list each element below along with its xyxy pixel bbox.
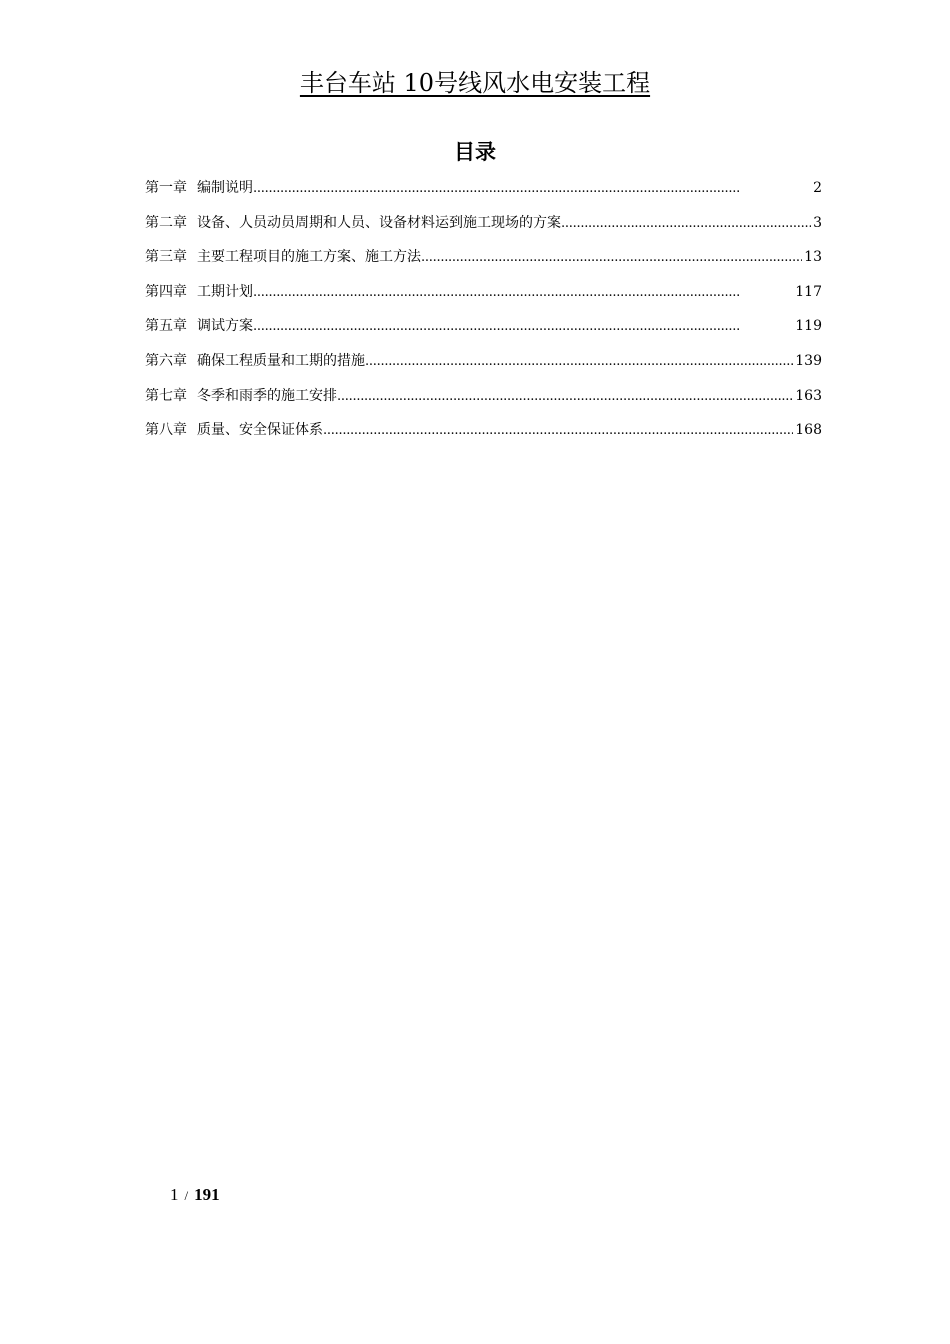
page-separator: / — [184, 1188, 189, 1203]
toc-entry-1[interactable] — [145, 176, 822, 211]
toc-dot-leader — [253, 176, 811, 201]
toc-chapter-number: 第八章 — [145, 422, 187, 439]
toc-chapter-number: 第四章 — [145, 283, 187, 300]
toc-page-number: 119 — [795, 318, 822, 335]
toc-chapter-title: 设备、人员动员周期和人员、设备材料运到施工现场的方案 — [197, 214, 561, 231]
toc-chapter-number: 第二章 — [145, 214, 187, 231]
toc-dot-leader — [253, 280, 793, 305]
toc-chapter-title: 质量、安全保证体系 — [197, 422, 323, 439]
toc-dot-leader — [365, 349, 793, 374]
toc-dot-leader — [421, 245, 802, 270]
toc-chapter-title: 工期计划 — [197, 283, 253, 300]
toc-page-number: 117 — [795, 283, 822, 300]
toc-entry-3[interactable] — [145, 245, 822, 280]
toc-entry-4[interactable] — [145, 280, 822, 315]
toc-chapter-number: 第七章 — [145, 387, 187, 404]
table-of-contents — [145, 176, 822, 453]
toc-page-number: 163 — [795, 387, 822, 404]
toc-page-number: 139 — [795, 352, 822, 369]
toc-entry-5[interactable] — [145, 314, 822, 349]
toc-entry-6[interactable] — [145, 349, 822, 384]
toc-entry-2[interactable] — [145, 211, 822, 246]
toc-chapter-number: 第一章 — [145, 180, 187, 196]
toc-chapter-number: 第六章 — [145, 352, 187, 369]
page-counter — [170, 1183, 220, 1208]
toc-chapter-title: 主要工程项目的施工方案、施工方法 — [197, 249, 421, 266]
total-page-count: 191 — [194, 1185, 220, 1204]
document-title — [0, 66, 950, 100]
toc-chapter-title: 调试方案 — [197, 318, 253, 335]
toc-chapter-number: 第五章 — [145, 318, 187, 335]
toc-page-number: 13 — [804, 249, 822, 266]
toc-page-number: 3 — [813, 214, 822, 231]
toc-dot-leader — [561, 211, 811, 236]
toc-heading: 目录 — [454, 140, 496, 164]
toc-dot-leader — [337, 384, 793, 409]
toc-page-number: 168 — [795, 422, 822, 439]
toc-chapter-title: 确保工程质量和工期的措施 — [197, 352, 365, 369]
toc-entry-7[interactable] — [145, 384, 822, 419]
document-title-text: 丰台车站 10号线风水电安装工程 — [299, 69, 651, 97]
toc-chapter-number: 第三章 — [145, 249, 187, 266]
toc-chapter-title: 编制说明 — [197, 180, 253, 196]
toc-chapter-title: 冬季和雨季的施工安排 — [197, 387, 337, 404]
toc-dot-leader — [253, 314, 793, 339]
toc-entry-8[interactable] — [145, 418, 822, 453]
current-page-number: 1 — [170, 1185, 179, 1204]
toc-page-number: 2 — [813, 180, 822, 196]
toc-dot-leader — [323, 418, 793, 443]
